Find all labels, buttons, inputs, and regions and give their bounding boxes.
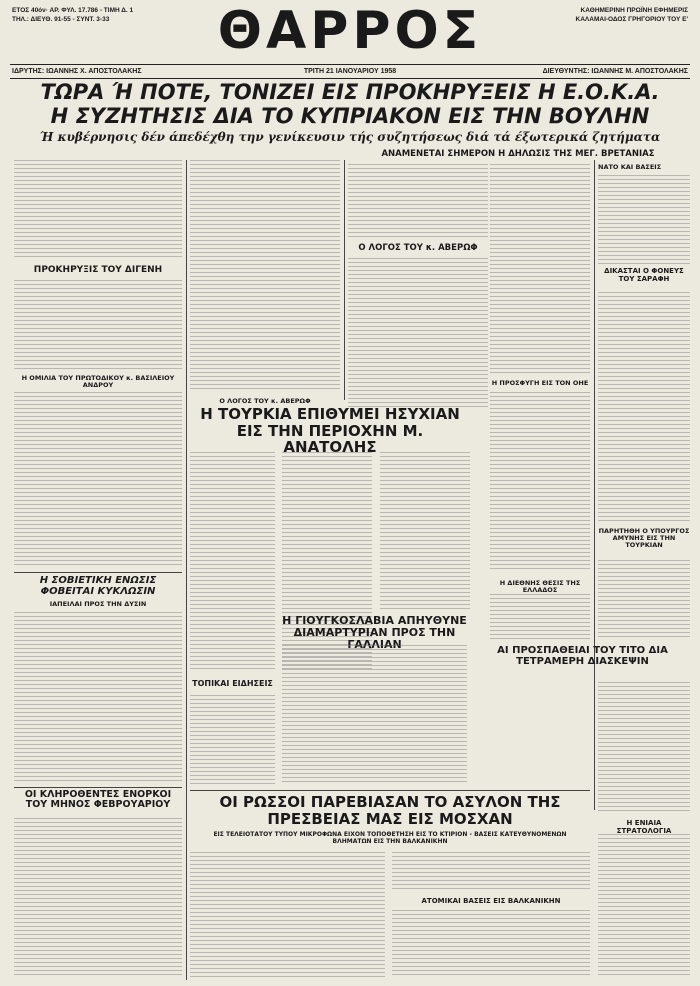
article-title-thesis: Η ΔΙΕΘΝΗΣ ΘΕΣΙΣ ΤΗΣ ΕΛΛΑΔΟΣ	[499, 579, 581, 595]
article-title-atomikai: ΑΤΟΜΙΚΑΙ ΒΑΣΕΙΣ ΕΙΣ ΒΑΛΚΑΝΙΚΗΝ	[421, 897, 561, 905]
text-block	[14, 818, 182, 978]
text-block	[380, 452, 470, 612]
article-title-local: ΤΟΠΙΚΑΙ ΕΙΔΗΣΕΙΣ	[192, 679, 273, 688]
main-headline-1: ΤΩΡΑ Ή ΠΟΤΕ, ΤΟΝΙΖΕΙ ΕΙΣ ΠΡΟΚΗΡΥΞΕΙΣ Η Ε.Ο.Κ.Α.	[40, 80, 660, 104]
text-block	[490, 392, 590, 572]
article-title-parethion: ΠΑΡΗΤΗΘΗ Ο ΥΠΟΥΡΓΟΣ ΑΜΥΝΗΣ ΕΙΣ ΤΗΝ ΤΟΥΡΚΙΑΝ	[598, 527, 690, 550]
text-block	[190, 160, 340, 390]
masthead-right	[498, 6, 688, 24]
text-block	[598, 834, 690, 977]
paper-address: ΚΑΛΑΜΑΙ-ΟΔΟΣ ΓΡΗΓΟΡΙΟΥ ΤΟΥ Ε'	[575, 16, 688, 23]
text-block	[490, 594, 590, 639]
text-block	[348, 164, 488, 239]
column-divider	[594, 160, 595, 810]
article-title-protodikos: Η ΟΜΙΛΙΑ ΤΟΥ ΠΡΩΤΟΔΙΚΟΥ κ. ΒΑΣΙΛΕΙΟΥ ΑΝΔΡΟΥ	[21, 374, 175, 390]
text-block	[598, 175, 690, 265]
article-title-soviet: Η ΣΟΒΙΕΤΙΚΗ ΕΝΩΣΙΣ ΦΟΒΕΙΤΑΙ ΚΥΚΛΩΣΙΝ	[39, 575, 157, 597]
text-block	[598, 682, 690, 812]
text-block	[190, 452, 275, 672]
article-title-russ: ΟΙ ΡΩΣΣΟΙ ΠΑΡΕΒΙΑΣΑΝ ΤΟ ΑΣΥΛΟΝ ΤΗΣ ΠΡΕΣΒΕΙΑΣ ΜΑΣ ΕΙΣ ΜΟΣΧΑΝ	[219, 793, 561, 828]
text-block	[14, 280, 182, 370]
text-block	[282, 645, 467, 785]
main-subheadline: Ή κυβέρνησις δέν άπεδέχθη την γενίκευσιν τής συζητήσεως διά τά έξωτερικά ζητήματα	[39, 130, 661, 144]
text-block	[392, 852, 590, 892]
column-divider	[186, 160, 187, 980]
article-title-stratologia: Η ΕΝΙΑΙΑ ΣΤΡΑΤΟΛΟΓΙΑ	[616, 819, 672, 835]
article-title-yugo: Η ΓΙΟΥΓΚΟΣΛΑΒΙΑ ΑΠΗΥΘΥΝΕ ΔΙΑΜΑΡΤΥΡΙΑΝ ΠΡΟΣ ΤΗΝ ΓΑΛΛΙΑΝ	[282, 614, 467, 652]
article-title-averof: Ο ΛΟΓΟΣ ΤΟΥ κ. ΑΒΕΡΩΦ	[219, 397, 311, 405]
article-sub-soviet: ΙΑΠΕΙΛΑΙ ΠΡΟΣ ΤΗΝ ΔΥΣΙΝ	[49, 600, 147, 608]
text-block	[598, 560, 690, 640]
top-rule	[10, 64, 690, 65]
phone-info: ΤΗΛ.: ΔΙΕΥΘ. 91-55 - ΣΥΝΤ. 3-33	[12, 16, 110, 23]
article-title-averof-2: Ο ΛΟΓΟΣ ΤΟΥ κ. ΑΒΕΡΩΦ	[358, 243, 478, 253]
text-block	[392, 910, 590, 977]
text-block	[190, 695, 275, 785]
paper-type: ΚΑΘΗΜΕΡΙΝΗ ΠΡΩΪΝΗ ΕΦΗΜΕΡΙΣ	[580, 7, 688, 14]
article-sub-russ: ΕΙΣ ΤΕΛΕΙΟΤΑΤΟΥ ΤΥΠΟΥ ΜΙΚΡΟΦΩΝΑ ΕΙΧΟΝ ΤΟΠΟΘΕΤΗΣΗ ΕΙΣ ΤΟ ΚΤΙΡΙΟΝ - ΒΑΣΕΙΣ ΚΑΤΕΥΘΥΝΟΜΕΝΩΝ ΒΛΗΜΑΤΩΝ ΕΙΣ ΤΗΝ ΒΑΛΚΑΝΙΚΗΝ	[213, 831, 567, 845]
newspaper-title: ΘΑΡΡΟΣ	[217, 1, 483, 61]
director-line: ΔΙΕΥΘΥΝΤΗΣ: ΙΩΑΝΝΗΣ Μ. ΑΠΟΣΤΟΛΑΚΗΣ	[542, 68, 688, 75]
article-title-tito: ΑΙ ΠΡΟΣΠΑΘΕΙΑΙ ΤΟΥ ΤΙΤΟ ΔΙΑ ΤΕΤΡΑΜΕΡΗ ΔΙΑΣΚΕΨΙΝ	[497, 645, 668, 667]
article-title-diastasis: ΔΙΚΑΣΤΑΙ Ο ΦΟΝΕΥΣ ΤΟΥ ΣΑΡΑΦΗ	[604, 267, 684, 283]
divider	[14, 787, 182, 788]
text-block	[348, 258, 488, 408]
issue-date: ΤΡΙΤΗ 21 ΙΑΝΟΥΑΡΙΟΥ 1958	[303, 68, 397, 75]
text-block	[598, 292, 690, 522]
article-title-klironi: ΟΙ ΚΛΗΡΟΘΕΝΤΕΣ ΕΝΟΡΚΟΙ ΤΟΥ ΜΗΝΟΣ ΦΕΒΡΟΥΑΡΙΟΥ	[24, 789, 172, 811]
text-block	[14, 160, 182, 260]
article-title-prosfygi: Η ΠΡΟΣΦΥΓΗ ΕΙΣ ΤΟΝ ΟΗΕ	[491, 379, 589, 387]
article-title-diges: ΠΡΟΚΗΡΥΞΙΣ ΤΟΥ ΔΙΓΕΝΗ	[33, 265, 163, 275]
main-headline-2: Η ΣΥΖΗΤΗΣΙΣ ΔΙΑ ΤΟ ΚΥΠΡΙΑΚΟΝ ΕΙΣ ΤΗΝ ΒΟΥΛΗΝ	[50, 104, 650, 128]
date-rule	[10, 78, 690, 79]
text-block	[490, 164, 590, 374]
article-title-anamenetai: ΑΝΑΜΕΝΕΤΑΙ ΣΗΜΕΡΟΝ Η ΔΗΛΩΣΙΣ ΤΗΣ ΜΕΓ. ΒΡΕΤΑΝΙΑΣ	[381, 149, 655, 159]
column-divider	[344, 160, 345, 400]
article-title-turkey: Η ΤΟΥΡΚΙΑ ΕΠΙΘΥΜΕΙ ΗΣΥΧΙΑΝ ΕΙΣ ΤΗΝ ΠΕΡΙΟΧΗΝ Μ. ΑΝΑΤΟΛΗΣ	[200, 405, 460, 456]
divider	[14, 572, 182, 573]
text-block	[14, 612, 182, 782]
divider	[190, 790, 590, 791]
text-block	[190, 852, 385, 977]
dateline	[12, 68, 688, 75]
founder-line: ΙΔΡΥΤΗΣ: ΙΩΑΝΝΗΣ Χ. ΑΠΟΣΤΟΛΑΚΗΣ	[12, 68, 142, 75]
masthead-left	[12, 6, 192, 24]
issue-info: ΕΤΟΣ 40όν· ΑΡ. ΦΥΛ. 17.786 - ΤΙΜΗ Δ. 1	[12, 7, 134, 14]
article-title-nato: ΝΑΤΟ ΚΑΙ ΒΑΣΕΙΣ	[598, 163, 662, 171]
text-block	[14, 392, 182, 567]
